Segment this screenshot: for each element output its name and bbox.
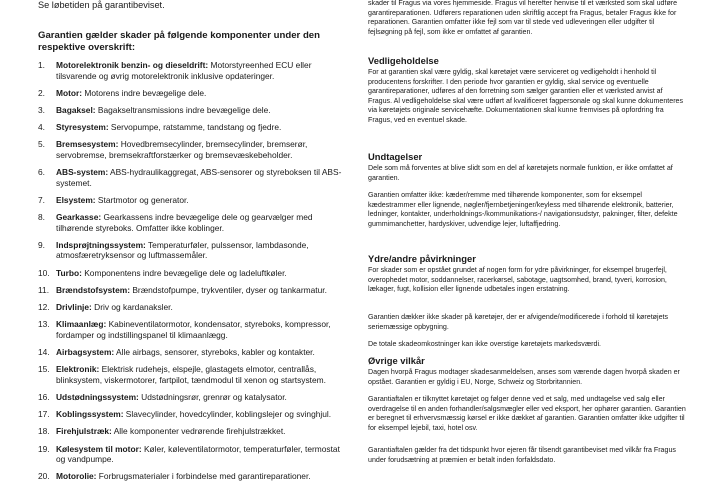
component-number: 8. [38,212,45,223]
exclusions-paragraph-2: Garantien omfatter ikke: kæder/remme med tilhørende komponenter, som for eksempel kædestrammer eller lignende, nøgler/fjernbetjeninger/keyless med tilhørende elektronik, batterier, ledninger, kontakter, underholdnings-/kommunikations-/ navigationsudstyr, pakninger, filter, defekte gummimanchetter, hardyskiver, udvendige lejer, luftaffjedring. [368,191,678,228]
component-description: Alle komponenter vedrørende firehjulstrækket. [111,426,286,437]
component-description: ABS-hydraulikaggregat, ABS-sensorer og styreboksen til ABS-systemet. [56,167,342,188]
component-number: 4. [38,122,45,133]
component-description: Køler, køleventilatormotor, temperaturføler, termostat og vandpumpe. [56,443,340,465]
component-description: Slavecylinder, hovedcylinder, koblingslejer og svinghjul. [123,409,332,420]
claims-paragraph: skader til Fragus via vores hjemmeside. Fragus vil herefter henvise til et værksted som skal udføre garantireparationen. Udførers reparationen uden skriftlig accept fra Fragus, betaler Fragus ikke for reparationen. Garantien omfatter ikke fejl som var til stede ved udleveringen eller udgifter til fejlsøgning på fejl, som ikke er omfattet af garantien. [368,0,678,36]
exclusions-paragraph-1: Dele som må forventes at blive slidt som en del af køretøjets normale funktion, er ikke omfattet af garantien. [368,164,673,182]
component-list-item [38,392,343,403]
other-terms-heading: Øvrige vilkår [368,355,425,366]
component-number: 9. [38,239,45,250]
component-number: 6. [38,167,45,178]
component-name: Styresystem: [56,122,109,133]
component-name: Bagaksel: [56,104,96,115]
component-description: Gearkassens indre bevægelige dele og gearvælger med tilhørende styreboks. Omfatter ikke koblinger. [56,212,313,233]
external-paragraph-1: For skader som er opstået grundet af nogen form for ydre påvirkninger, for eksempel brugerfejl, overophedet motor, soddannelser, racerkørsel, sabotage, uagtsomhed, brand, tyveri, korrosion, lækager, fugt, kollision eller lignende udbetales ingen erstatning. [368,266,667,294]
component-name: Turbo: [56,267,82,278]
component-list-item [38,88,343,99]
external-paragraph-2: Garantien dækker ikke skader på køretøjer, der er afvigende/modificerede i forhold til køretøjets seriemæssige opbygning. [368,313,669,331]
component-list-item [38,409,343,420]
maintenance-heading: Vedligeholdelse [368,55,439,66]
other-terms-paragraph-3: Garantiaftalen gælder fra det tidspunkt hvor ejeren får tilsendt garantibeviset med vilkår fra Fragus under forudsætning at præmien er betalt inden forfaldsdato. [368,446,676,464]
component-list-item [38,212,343,233]
intro-tail: Se løbetiden på garantibeviset. [38,0,165,10]
exclusions-heading: Undtagelser [368,151,423,162]
component-number: 16. [38,391,50,402]
component-list-item [38,319,343,340]
component-list-item [38,268,343,279]
component-description: Forbrugsmaterialer i forbindelse med garantireparationer. [96,471,311,482]
component-description: Komponentens indre bevægelige dele og ladeluftkøler. [81,267,287,278]
component-number: 17. [38,409,50,420]
component-description: Driv og kardanaksler. [91,302,173,313]
component-number: 7. [38,194,45,205]
component-name: Bremsesystem: [56,139,119,150]
component-description: Elektrisk rudehejs, elspejle, glastagets elmotor, centrallås, blinksystem, viskermotorer, fartpilot, tændmodul til xenon og startsystem. [56,364,326,385]
component-name: Motor: [56,87,83,98]
component-number: 14. [38,347,50,357]
component-name: Gearkasse: [56,212,102,223]
component-name: Udstødningssystem: [56,391,139,402]
component-number: 19. [38,443,50,454]
component-name: Klimaanlæg: [56,319,107,330]
other-terms-paragraph-2: Garantiaftalen er tilknyttet køretøjet og følger denne ved et salg, med undtagelse ved salg eller overdragelse til en anden forhandler/salgsmægler eller ved eksport, her ophører garantien. Garantien er beregnet til erhvervsmæssig kørsel er ikke dækket af garantien. Garantien omfatter ikke udgifter til for eksempel lejebil, taxi, hotel osv. [368,395,686,432]
component-description: Servopumpe, ratstamme, tandstang og fjedre. [108,122,282,133]
component-number: 10. [38,267,50,278]
component-description: Brændstofpumpe, trykventiler, dyser og tankarmatur. [130,284,327,295]
maintenance-paragraph: For at garantien skal være gyldig, skal køretøjet være serviceret og vedligeholdt i henhold til producentens forskrifter. I den periode hvor garantien er gyldig, skal service og eventuelle garantireparationer, udføres af den forretning som sælger garantien eller et værksted anvist af Fragus. Al vedligeholdelse skal være udført af kvalificeret fagpersonale og skal kunne dokumenteres via køretøjets originale servicehæfte. Dokumentationen skal kunne fremvises på opfordring fra Fragus, ved en eventuel skade. [368,68,684,124]
component-name: Airbagsystem: [56,347,115,357]
component-number: 3. [38,104,45,115]
component-list-item [38,285,343,296]
component-number: 11. [38,284,50,295]
component-list [38,60,343,489]
other-terms-paragraph-1: Dagen hvorpå Fragus modtager skadesanmeldelsen, anses som værende dagen hvorpå skaden er opstået. Garantien er gyldig i EU, Norge, Schweiz og Storbritannien. [368,368,680,386]
component-name: ABS-system: [56,167,109,178]
component-list-item [38,444,343,465]
component-number: 18. [38,426,50,437]
component-description: Bagakseltransmissions indre bevægelige dele. [95,104,271,115]
component-list-item [38,60,343,81]
component-list-item [38,195,343,206]
component-number: 1. [38,60,45,70]
component-name: Indsprøjtningssystem: [56,239,146,250]
component-description: Temperaturføler, pulssensor, lambdasonde, atmosfæretryksensor og luftmassemåler. [56,239,309,261]
component-list-item [38,426,343,437]
component-number: 15. [38,364,50,375]
component-name: Brændstofsystem: [56,284,130,295]
external-paragraph-3: De totale skadeomkostninger kan ikke overstige køretøjets markedsværdi. [368,340,602,348]
component-description: Hovedbremsecylinder, bremsecylinder, bremserør, servobremse, bremsekraftforstærker og bremsevæskebeholder. [56,139,308,160]
component-number: 12. [38,302,50,313]
component-description: Motorstyreenhed ECU eller tilsvarende og øvrig motorelektronik inklusive opdateringer. [56,60,312,81]
component-description: Alle airbags, sensorer, styreboks, kabler og kontakter. [114,347,315,357]
component-list-item [38,347,343,358]
component-list-item [38,364,343,385]
component-list-title: Garantien gælder skader på følgende komponenter under den respektive overskrift: [38,30,321,53]
component-description: Udstødningsrør, grenrør og katalysator. [138,391,287,402]
component-list-item [38,167,343,188]
component-name: Elsystem: [56,194,96,205]
component-number: 20. [38,471,50,482]
component-list-item [38,122,343,133]
component-name: Koblingssystem: [56,409,124,420]
component-list-item [38,139,343,160]
component-description: Startmotor og generator. [95,194,189,205]
component-name: Firehjulstræk: [56,426,112,437]
component-number: 2. [38,87,45,98]
component-number: 5. [38,139,45,150]
component-name: Kølesystem til motor: [56,443,142,454]
component-list-item [38,240,343,261]
component-number: 13. [38,319,50,330]
component-name: Drivlinje: [56,302,92,313]
component-name: Motorelektronik benzin- og dieseldrift: [56,60,209,70]
component-list-item [38,105,343,116]
component-name: Elektronik: [56,364,100,375]
component-description: Motorens indre bevægelige dele. [82,87,207,98]
component-description: Kabineventilatormotor, kondensator, styreboks, kompressor, fordamper og indstillingspanel til klimaanlægg. [56,319,331,340]
external-heading: Ydre/andre påvirkninger [368,253,476,264]
component-name: Motorolie: [56,471,97,482]
component-list-item [38,302,343,313]
